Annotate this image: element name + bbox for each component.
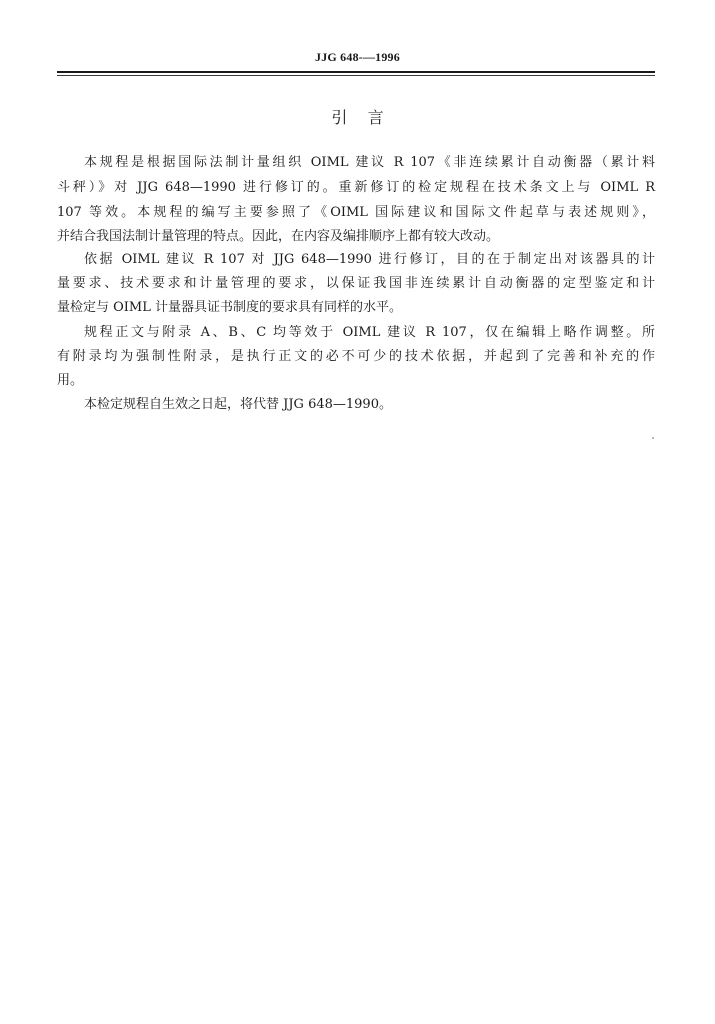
paragraph-2-line-1: 依据 OIML 建议 R 107 对 JJG 648—1990 进行修订，目的在于制定出对该器具的计 (84, 252, 655, 267)
scan-speck (652, 437, 654, 439)
paragraph-1-line-1: 本规程是根据国际法制计量组织 OIML 建议 R 107《非连续累计自动衡器（累计料 (84, 155, 655, 170)
header-rule-thin (57, 75, 655, 76)
paragraph-1-line-4: 并结合我国法制计量管理的特点。因此，在内容及编排顺序上都有较大改动。 (57, 229, 500, 244)
paragraph-2-line-2: 量要求、技术要求和计量管理的要求，以保证我国非连续累计自动衡器的定型鉴定和计 (57, 276, 655, 291)
paragraph-3-line-2: 有附录均为强制性附录，是执行正文的必不可少的技术依据，并起到了完善和补充的作 (57, 349, 655, 364)
header-rule-thick (57, 71, 655, 73)
paragraph-3-line-3: 用。 (57, 373, 84, 388)
paragraph-2-line-3: 量检定与 OIML 计量器具证书制度的要求具有同样的水平。 (57, 300, 403, 315)
section-title: 引 言 (331, 108, 384, 127)
standard-code-header: JJG 648-—1996 (315, 50, 400, 64)
paragraph-1-line-2: 斗秤）》对 JJG 648—1990 进行修订的。重新修订的检定规程在技术条文上与 OIML R (57, 180, 655, 195)
paragraph-1-line-3: 107 等效。本规程的编写主要参照了《OIML 国际建议和国际文件起草与表述规则》， (57, 205, 655, 220)
paragraph-3-line-1: 规程正文与附录 A、B、C 均等效于 OIML 建议 R 107，仅在编辑上略作调整。所 (84, 325, 655, 340)
paragraph-4-line-1: 本检定规程自生效之日起，将代替 JJG 648—1990。 (84, 397, 392, 412)
